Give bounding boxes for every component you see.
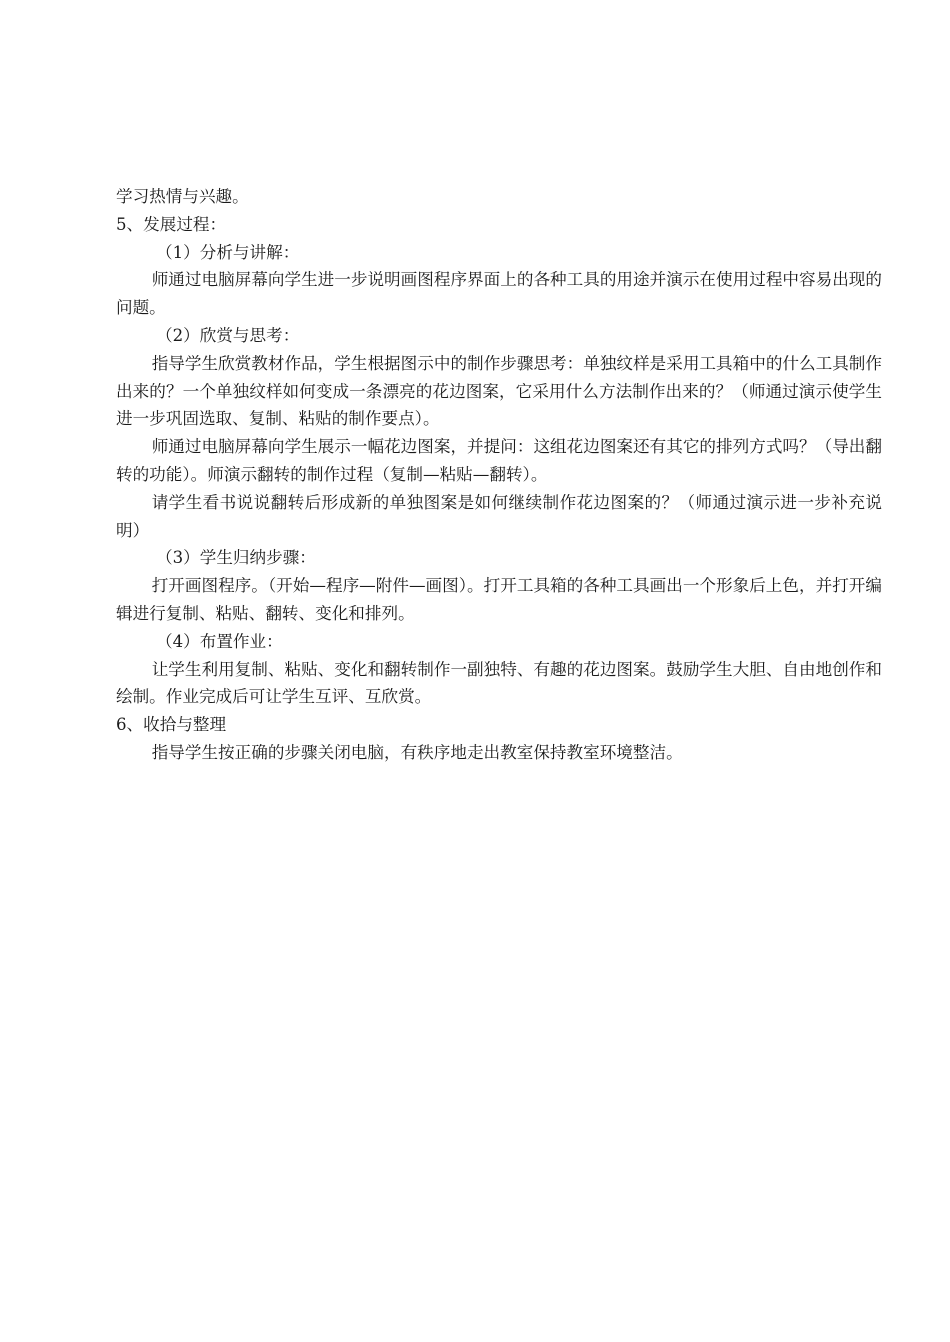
document-body: [116, 183, 882, 767]
paragraph-cleanup: 指导学生按正确的步骤关闭电脑，有秩序地走出教室保持教室环境整洁。: [151, 742, 683, 762]
subheading-appreciation: （2）欣赏与思考：: [156, 325, 300, 345]
heading-cleanup: 6、收拾与整理: [116, 715, 227, 735]
subheading-homework: （4）布置作业：: [156, 631, 283, 651]
subheading-analysis: （1）分析与讲解：: [156, 242, 300, 262]
paragraph-flip-demo: 师通过电脑屏幕向学生展示一幅花边图案，并提问：这组花边图案还有其它的排列方式吗？（导出翻转的功能）。师演示翻转的制作过程（复制—粘贴—翻转）。: [116, 437, 882, 484]
subheading-summary-steps: （3）学生归纳步骤：: [156, 548, 316, 568]
heading-development-process: 5、发展过程：: [116, 214, 227, 234]
paragraph-steps: 打开画图程序。（开始—程序—附件—画图）。打开工具箱的各种工具画出一个形象后上色，并打开编辑进行复制、粘贴、翻转、变化和排列。: [116, 576, 882, 623]
paragraph-appreciation: 指导学生欣赏教材作品，学生根据图示中的制作步骤思考：单独纹样是采用工具箱中的什么工具制作出来的？一个单独纹样如何变成一条漂亮的花边图案，它采用什么方法制作出来的？（师通过演示使学生进一步巩固选取、复制、粘贴的制作要点）。: [116, 353, 882, 429]
paragraph-flip-discussion: 请学生看书说说翻转后形成新的单独图案是如何继续制作花边图案的？（师通过演示进一步补充说明）: [116, 492, 882, 540]
paragraph-analysis: 师通过电脑屏幕向学生进一步说明画图程序界面上的各种工具的用途并演示在使用过程中容易出现的问题。: [116, 270, 882, 318]
paragraph-homework: 让学生利用复制、粘贴、变化和翻转制作一副独特、有趣的花边图案。鼓励学生大胆、自由地创作和绘制。作业完成后可让学生互评、互欣赏。: [116, 659, 882, 707]
paragraph-intro-end: 学习热情与兴趣。: [116, 187, 249, 206]
